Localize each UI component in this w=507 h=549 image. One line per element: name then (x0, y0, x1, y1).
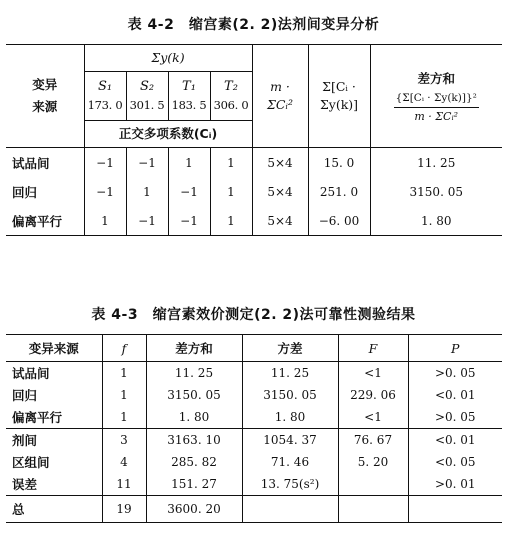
ss-header-title: 差方和 (417, 70, 455, 86)
col-header-ms: 方差 (242, 335, 338, 362)
table-row: 试品间 1 11. 25 11. 25 <1 >0. 05 (6, 362, 502, 385)
table-row: 试品间 −1 −1 1 1 5×4 15. 0 11. 25 (6, 148, 502, 178)
source-header-line1: 变异 (32, 77, 58, 92)
reliability-test-table (6, 334, 502, 523)
table-row: 误差 11 151. 27 13. 75(s²) >0. 01 (6, 473, 502, 496)
table-4-3-title: 表 4-3 缩宫素效价测定(2. 2)法可靠性测验结果 (91, 307, 416, 323)
sum-of-squares-header (370, 45, 502, 148)
group-s2-header: S₂ 301. 5 (126, 72, 168, 121)
sum-header-line2: Σy(k)] (319, 97, 359, 112)
table-row: 区组间 4 285. 82 71. 46 5. 20 <0. 05 (6, 451, 502, 473)
m-header-line1: m · (270, 79, 290, 94)
m-header-line2: ΣCᵢ² (267, 97, 293, 112)
col-header-ss: 差方和 (146, 335, 242, 362)
ss-formula-denominator: m · ΣCᵢ² (414, 109, 459, 123)
table-row: 回归 −1 1 −1 1 5×4 251. 0 3150. 05 (6, 177, 502, 206)
group-t2-header: T₂ 306. 0 (210, 72, 252, 121)
variance-analysis-table (6, 44, 502, 236)
sum-y-header: Σy(k) (84, 45, 252, 72)
ss-formula (394, 90, 479, 125)
sum-c-y-header (308, 45, 370, 148)
orthogonal-coef-header: 正交多项系数(Cᵢ) (84, 121, 252, 148)
source-header (6, 45, 84, 148)
table-row: 偏离平行 1 1. 80 1. 80 <1 >0. 05 (6, 406, 502, 429)
ss-formula-numerator: {Σ[Cᵢ · Σy(k)]}² (394, 90, 479, 108)
m-sumc2-header (252, 45, 308, 148)
table-4-2-title: 表 4-2 缩宫素(2. 2)法剂间变异分析 (127, 17, 380, 33)
group-t1-header: T₁ 183. 5 (168, 72, 210, 121)
source-header-line2: 来源 (32, 99, 58, 114)
col-header-F: F (338, 335, 408, 362)
group-s1-header: S₁ 173. 0 (84, 72, 126, 121)
sum-header-line1: Σ[Cᵢ · (322, 79, 356, 94)
table-row: 回归 1 3150. 05 3150. 05 229. 06 <0. 01 (6, 384, 502, 406)
table-row: 总 19 3600. 20 (6, 496, 502, 523)
table-row: 偏离平行 1 −1 −1 1 5×4 −6. 00 1. 80 (6, 206, 502, 236)
table-row: 剂间 3 3163. 10 1054. 37 76. 67 <0. 01 (6, 429, 502, 452)
col-header-f: f (102, 335, 146, 362)
col-header-source: 变异来源 (6, 335, 102, 362)
col-header-P: P (408, 335, 502, 362)
header-row (6, 335, 502, 362)
